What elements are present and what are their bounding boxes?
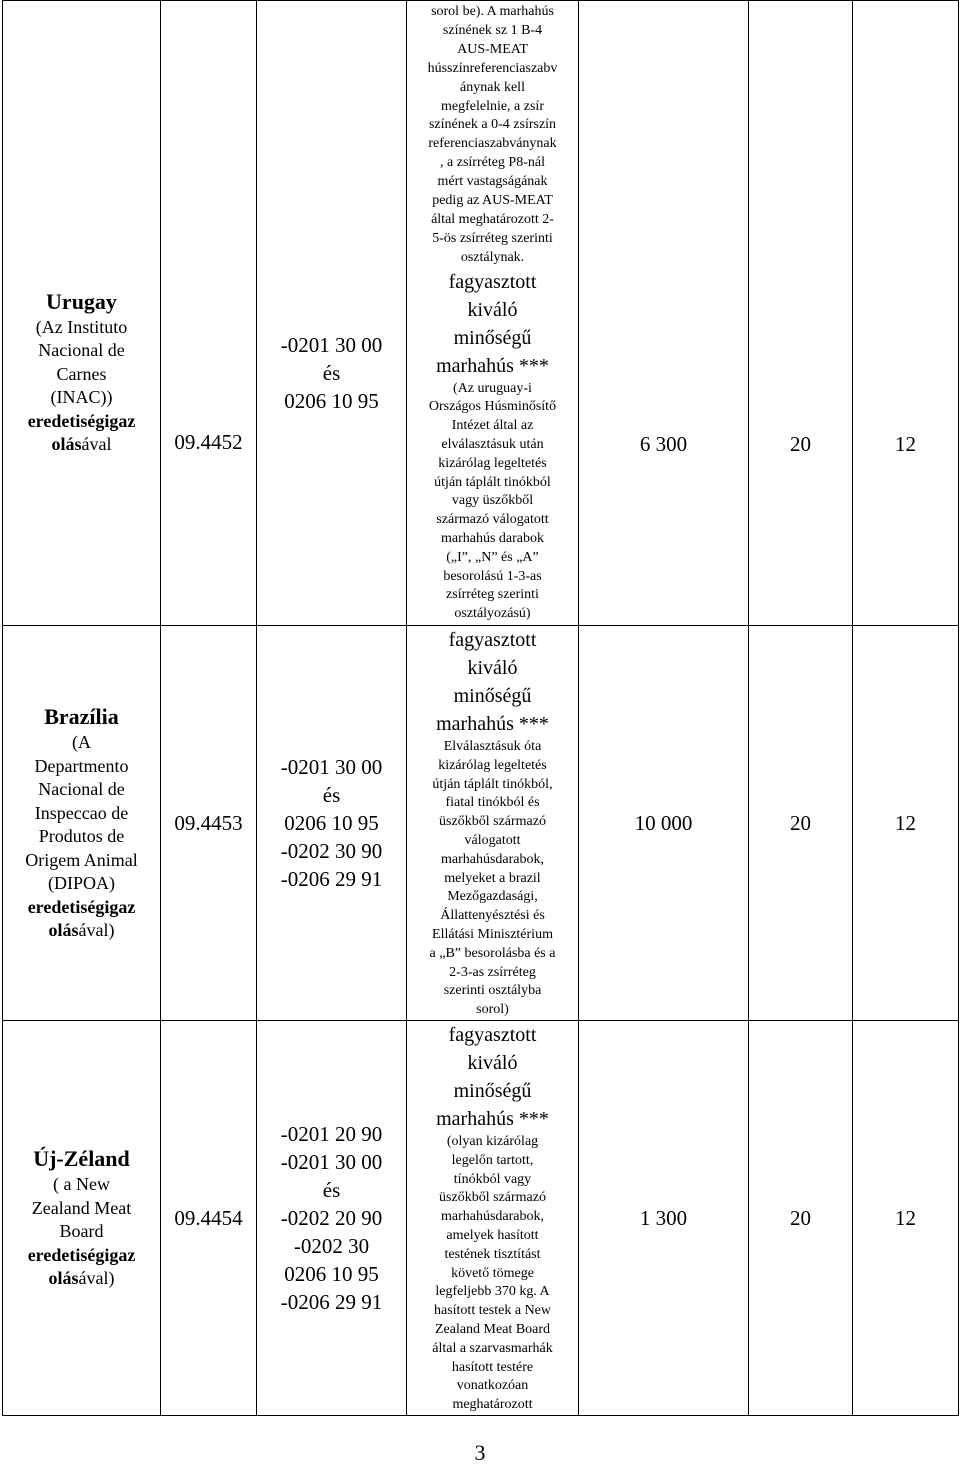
product-title: marhahús *** bbox=[436, 354, 549, 377]
cn-code: -0201 30 00 bbox=[280, 754, 383, 779]
table-row-new-zealand bbox=[3, 1020, 959, 1415]
description-line: kizárólag legeltetés bbox=[438, 757, 547, 773]
description-line: hasított testére bbox=[451, 1359, 534, 1375]
issuing-authority-line: Carnes bbox=[56, 363, 107, 384]
description-line: válogatott bbox=[464, 832, 521, 848]
description-line: tínókból vagy bbox=[453, 1171, 532, 1187]
certificate-line: eredetiségigaz bbox=[27, 410, 136, 431]
cn-code-cell bbox=[257, 626, 407, 1021]
quantity-value: 6 300 bbox=[639, 432, 688, 456]
country-cell bbox=[3, 1020, 161, 1415]
description-line: útján táplált tinókból, bbox=[432, 776, 553, 792]
description-line: osztálynak. bbox=[460, 249, 525, 265]
description-line: által a szarvasmarhák bbox=[432, 1340, 553, 1356]
certificate-line bbox=[3, 433, 160, 457]
cn-code: -0201 20 90 bbox=[280, 1121, 383, 1146]
cn-code: 0206 10 95 bbox=[284, 389, 379, 413]
second-rate-value: 12 bbox=[895, 1205, 916, 1230]
certificate-line bbox=[3, 919, 160, 943]
country-cell bbox=[3, 626, 161, 1021]
issuing-authority-line: Nacional de bbox=[38, 340, 125, 360]
order-number: 09.4453 bbox=[174, 810, 243, 835]
order-number: 09.4454 bbox=[174, 1205, 243, 1230]
product-title: minőségű bbox=[453, 685, 532, 707]
duty-rate-value: 20 bbox=[790, 810, 811, 835]
product-title: kiváló bbox=[467, 1051, 518, 1074]
description-line: amelyek hasított bbox=[446, 1227, 539, 1243]
description-line: melyeket a brazil bbox=[444, 870, 541, 886]
description-line: megfelelnie, a zsír bbox=[440, 98, 544, 114]
certificate-line: eredetiségigaz bbox=[27, 896, 136, 917]
description-line: Állattenyésztési és bbox=[440, 908, 545, 924]
product-title: minőségű bbox=[453, 326, 532, 349]
description-line: legelőn tartott, bbox=[451, 1152, 534, 1168]
description-line: 5-ös zsírréteg szerinti bbox=[432, 230, 553, 246]
description-line: hasított testek a New bbox=[433, 1303, 552, 1319]
issuing-authority-line: (Az Instituto bbox=[35, 316, 128, 337]
description-line: által meghatározott 2- bbox=[431, 211, 554, 227]
country-name: Brazília bbox=[44, 704, 119, 730]
description-line: mért vastagságának bbox=[437, 174, 548, 190]
description-line: testének tisztítást bbox=[444, 1246, 541, 1262]
quantity-cell bbox=[579, 626, 749, 1021]
description-line: fiatal tinókból és bbox=[445, 795, 540, 811]
cn-code: -0202 20 90 bbox=[280, 1205, 383, 1230]
description-line: zsírréteg szerinti bbox=[446, 587, 539, 603]
product-title: fagyasztott bbox=[448, 629, 537, 651]
second-rate-cell bbox=[853, 626, 959, 1021]
description-cell bbox=[407, 1020, 579, 1415]
cn-code: 0206 10 95 bbox=[284, 810, 379, 835]
description-line: Országos Húsminősítő bbox=[428, 399, 557, 415]
description-line: marhahús darabok bbox=[440, 531, 545, 547]
duty-rate-cell bbox=[749, 1020, 853, 1415]
duty-rate-value: 20 bbox=[790, 432, 811, 456]
second-rate-cell bbox=[853, 1, 959, 626]
quantity-cell bbox=[579, 1, 749, 626]
description-line: osztályozású) bbox=[454, 606, 531, 622]
certificate-tail: ával) bbox=[78, 920, 115, 941]
certificate-line bbox=[3, 1267, 160, 1291]
description-line: meghatározott bbox=[452, 1397, 533, 1413]
issuing-authority-line: (A bbox=[72, 732, 91, 753]
description-line: üszőkből származó bbox=[439, 814, 546, 830]
cn-code: -0206 29 91 bbox=[280, 1289, 383, 1314]
issuing-authority-line: (DIPOA) bbox=[48, 873, 115, 894]
issuing-authority-line: (INAC)) bbox=[50, 387, 113, 407]
description-line: színének sz 1 B-4 bbox=[442, 22, 543, 38]
quota-table bbox=[2, 0, 959, 1416]
product-title: marhahús *** bbox=[436, 713, 549, 735]
description-line: besorolású 1-3-as bbox=[443, 568, 542, 584]
description-line: színének a 0-4 zsírszín bbox=[428, 117, 557, 133]
certificate-bold: olás bbox=[48, 1268, 79, 1289]
country-cell bbox=[3, 1, 161, 626]
description-line: 2-3-as zsírréteg bbox=[449, 964, 536, 980]
second-rate-value: 12 bbox=[895, 432, 916, 456]
product-title: kiváló bbox=[467, 657, 518, 679]
quantity-value: 10 000 bbox=[634, 810, 693, 835]
cn-code: -0201 30 00 bbox=[280, 333, 383, 357]
certificate-tail: ával bbox=[81, 434, 112, 454]
cn-code-cell bbox=[257, 1, 407, 626]
cn-code-cell bbox=[257, 1020, 407, 1415]
description-line: elválasztásuk után bbox=[441, 437, 544, 453]
issuing-authority-line: Inspeccao de bbox=[34, 802, 129, 823]
cn-code: 0206 10 95 bbox=[284, 1261, 379, 1286]
second-rate-cell bbox=[853, 1020, 959, 1415]
description-line: vagy üszőkből bbox=[451, 493, 534, 509]
cn-code: -0206 29 91 bbox=[280, 866, 383, 891]
issuing-authority-line: Produtos de bbox=[38, 826, 125, 847]
description-cell bbox=[407, 626, 579, 1021]
product-title: fagyasztott bbox=[448, 1023, 537, 1046]
quantity-value: 1 300 bbox=[639, 1205, 688, 1230]
table-row-brazil bbox=[3, 626, 959, 1021]
cn-code: és bbox=[322, 1177, 341, 1202]
description-line: (Az uruguay-i bbox=[453, 380, 532, 396]
description-line: vonatkozóan bbox=[456, 1378, 529, 1394]
description-line: követő tömege bbox=[451, 1265, 534, 1281]
product-title: marhahús *** bbox=[436, 1107, 549, 1130]
second-rate-value: 12 bbox=[895, 810, 916, 835]
description-line: (olyan kizárólag bbox=[446, 1133, 539, 1149]
country-name: Új-Zéland bbox=[33, 1146, 130, 1172]
issuing-authority-line: Nacional de bbox=[38, 779, 125, 800]
description-line: , a zsírréteg P8-nál bbox=[440, 155, 545, 171]
description-line: sorol) bbox=[476, 1002, 509, 1018]
description-line: Mezőgazdasági, bbox=[447, 889, 538, 905]
cn-code: -0201 30 00 bbox=[280, 1149, 383, 1174]
cn-code: és bbox=[322, 782, 341, 807]
description-line: kizárólag legeltetés bbox=[438, 455, 547, 471]
description-line: referenciaszabványnak bbox=[428, 136, 557, 152]
description-line: szerinti osztályba bbox=[443, 983, 542, 999]
description-line: származó válogatott bbox=[436, 512, 549, 528]
cn-code: -0202 30 bbox=[293, 1233, 370, 1258]
description-line: ánynak kell bbox=[460, 79, 525, 95]
description-line: marhahúsdarabok, bbox=[440, 851, 545, 867]
table-row-uruguay bbox=[3, 1, 959, 626]
product-title: fagyasztott bbox=[448, 270, 537, 293]
description-cell bbox=[407, 1, 579, 626]
product-title: minőségű bbox=[453, 1079, 532, 1102]
description-line: AUS-MEAT bbox=[457, 41, 528, 57]
issuing-authority-line: ( a New bbox=[53, 1174, 110, 1195]
description-line: sorol be). A marhahús bbox=[431, 4, 554, 19]
certificate-bold: olás bbox=[51, 434, 82, 454]
certificate-bold: olás bbox=[48, 920, 79, 941]
description-line: hússzínreferenciaszabv bbox=[427, 60, 558, 76]
certificate-tail: ával) bbox=[78, 1268, 115, 1289]
issuing-authority-line: Zealand Meat bbox=[31, 1197, 132, 1218]
cn-code: és bbox=[322, 361, 341, 385]
order-number-cell bbox=[161, 1, 257, 626]
description-line: a „B” besorolásba és a bbox=[429, 945, 556, 961]
description-line: útján táplált tinókból bbox=[434, 474, 551, 490]
description-line: Zealand Meat Board bbox=[434, 1321, 551, 1337]
country-name: Urugay bbox=[46, 288, 117, 314]
product-title: kiváló bbox=[467, 298, 518, 321]
description-line: Intézet által az bbox=[451, 418, 534, 434]
issuing-authority-line: Board bbox=[59, 1221, 104, 1242]
issuing-authority-line: Origem Animal bbox=[25, 849, 138, 870]
duty-rate-cell bbox=[749, 1, 853, 626]
description-line: legfeljebb 370 kg. A bbox=[435, 1284, 550, 1300]
description-line: („I”, „N” és „A” bbox=[446, 549, 539, 565]
description-line: pedig az AUS-MEAT bbox=[432, 193, 553, 209]
description-line: marhahúsdarabok, bbox=[440, 1209, 545, 1225]
issuing-authority-line: Departmento bbox=[34, 755, 129, 776]
duty-rate-value: 20 bbox=[790, 1205, 811, 1230]
order-number: 09.4452 bbox=[174, 430, 243, 454]
description-line: üszőkből származó bbox=[439, 1190, 546, 1206]
description-line: Ellátási Minisztérium bbox=[432, 926, 553, 942]
cn-code: -0202 30 90 bbox=[280, 838, 383, 863]
order-number-cell bbox=[161, 1020, 257, 1415]
page-number: 3 bbox=[474, 1440, 486, 1465]
description-line: Elválasztásuk óta bbox=[443, 739, 542, 754]
quantity-cell bbox=[579, 1020, 749, 1415]
duty-rate-cell bbox=[749, 626, 853, 1021]
order-number-cell bbox=[161, 626, 257, 1021]
certificate-line: eredetiségigaz bbox=[27, 1244, 136, 1265]
